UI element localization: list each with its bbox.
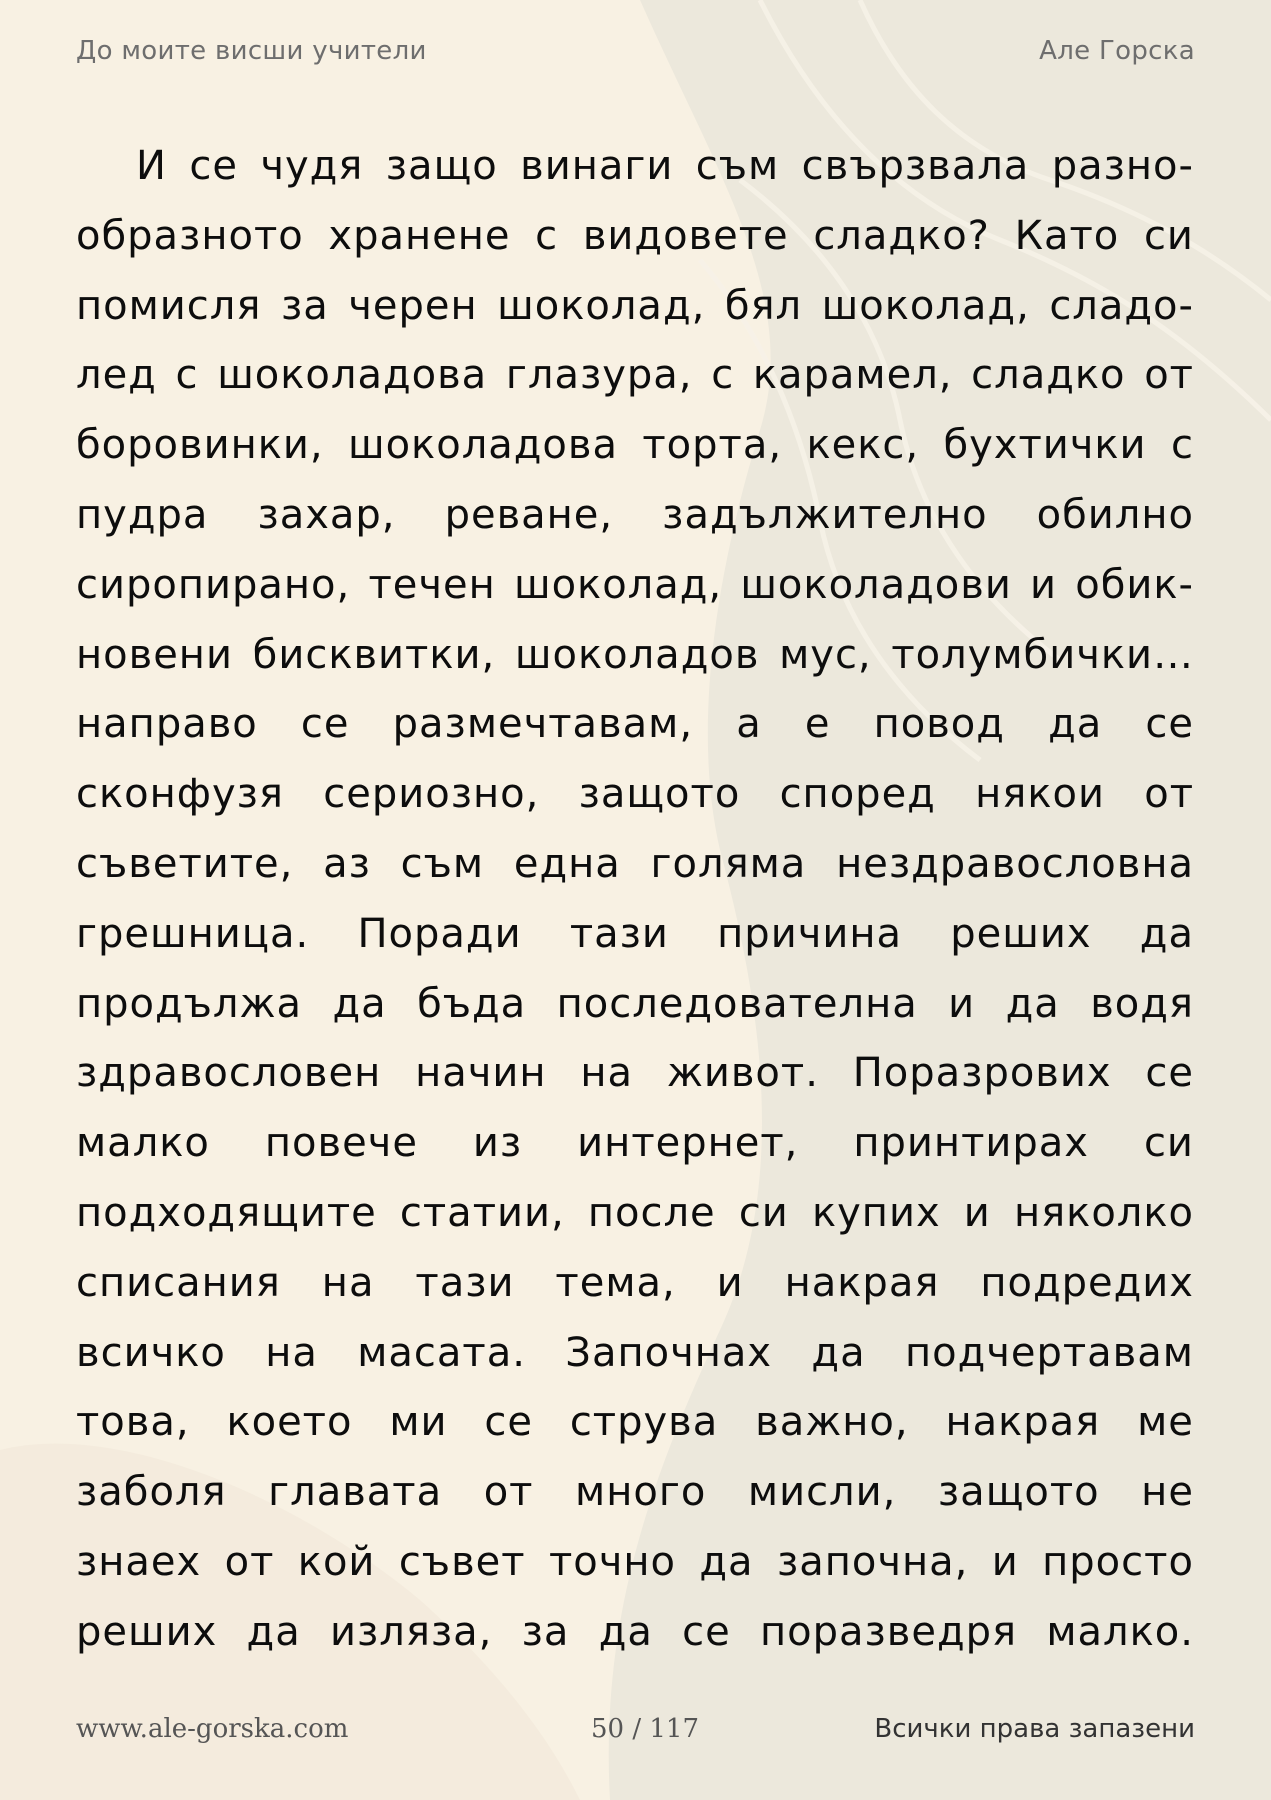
word: съм	[695, 143, 780, 189]
text-line	[76, 970, 1194, 1040]
word: защото	[937, 1469, 1100, 1516]
word: торта,	[642, 422, 783, 469]
word: няколко	[1013, 1189, 1194, 1236]
word: просто	[1042, 1538, 1194, 1585]
word: подчертавам	[904, 1329, 1194, 1376]
page-number: 50 / 117	[591, 1714, 699, 1744]
word: лед	[76, 352, 157, 399]
word: задължително	[662, 491, 988, 538]
word: на	[580, 1050, 633, 1097]
word: знаех	[76, 1538, 202, 1585]
word: съм	[400, 840, 485, 887]
word: точно	[548, 1538, 676, 1585]
word: с	[1170, 422, 1194, 469]
word: с	[535, 212, 559, 259]
word: грешница.	[76, 910, 310, 957]
word: се	[1145, 701, 1194, 748]
word: да	[811, 1329, 866, 1376]
word: и	[948, 980, 976, 1027]
word: продължа	[76, 980, 303, 1027]
word: бисквитки,	[252, 631, 496, 678]
word: мус,	[779, 631, 872, 678]
running-head-title: До моите висши учители	[76, 36, 427, 66]
word: Започнах	[565, 1329, 773, 1376]
word: си	[1143, 1120, 1194, 1167]
word: а	[736, 701, 762, 748]
word: видовете	[582, 212, 789, 259]
word: сладо-	[1049, 282, 1194, 329]
word: повод	[873, 701, 1005, 748]
word: защо	[385, 143, 498, 189]
word: главата	[268, 1469, 443, 1516]
word: новени	[76, 631, 233, 678]
word: помисля	[76, 282, 262, 329]
word: струва	[569, 1399, 719, 1446]
word: толумбички…	[891, 631, 1194, 678]
word: тема,	[555, 1259, 676, 1306]
word: накрая	[945, 1399, 1101, 1446]
word: купих	[811, 1189, 941, 1236]
text-line	[76, 900, 1194, 970]
word: черен	[348, 282, 478, 329]
text-line	[76, 551, 1194, 621]
word: това,	[76, 1399, 190, 1446]
word: ми	[389, 1399, 448, 1446]
word: размечтавам,	[392, 701, 694, 748]
word: изляза,	[329, 1608, 493, 1655]
word: поразведря	[760, 1608, 1018, 1655]
word: се	[189, 143, 238, 189]
word: сладко	[971, 352, 1126, 399]
word: глазура,	[505, 352, 693, 399]
word: Поради	[357, 910, 522, 957]
word: от	[483, 1469, 534, 1516]
word: сконфузя	[76, 771, 284, 818]
body-paragraph	[76, 132, 1194, 1668]
text-line	[76, 341, 1194, 411]
running-head-author: Але Горска	[1039, 36, 1195, 66]
word: из	[472, 1120, 523, 1167]
text-line	[76, 1458, 1194, 1528]
word: което	[226, 1399, 353, 1446]
word: ме	[1137, 1399, 1194, 1446]
word: шоколадова	[347, 422, 618, 469]
footer-website-link[interactable]: www.ale-gorska.com	[76, 1714, 349, 1744]
word: за	[280, 282, 329, 329]
text-line	[76, 202, 1194, 272]
word: принтирах	[853, 1120, 1089, 1167]
word: според	[779, 771, 936, 818]
word: водя	[1090, 980, 1194, 1027]
text-line	[76, 272, 1194, 342]
word: после	[587, 1189, 716, 1236]
word: пудра	[76, 491, 209, 538]
footer-rights: Всички права запазени	[874, 1714, 1195, 1744]
text-line	[76, 411, 1194, 481]
word: да	[246, 1608, 301, 1655]
word: статии,	[399, 1189, 565, 1236]
text-line	[76, 481, 1194, 551]
word: бъда	[417, 980, 527, 1027]
word: малко	[76, 1120, 210, 1167]
word: хранене	[328, 212, 511, 259]
word: важно,	[755, 1399, 909, 1446]
word: захар,	[257, 491, 396, 538]
word: с	[711, 352, 735, 399]
word: кекс,	[806, 422, 920, 469]
word: се	[300, 701, 350, 748]
word: списания	[76, 1259, 281, 1306]
word: е	[804, 701, 831, 748]
word: и	[991, 1538, 1019, 1585]
text-line	[76, 1598, 1194, 1668]
word: кой	[297, 1538, 376, 1585]
word: обилно	[1036, 491, 1194, 538]
word: мисли,	[747, 1469, 897, 1516]
word: малко.	[1046, 1608, 1194, 1655]
text-line	[76, 1179, 1194, 1249]
word: сиропирано,	[76, 561, 351, 608]
word: не	[1141, 1469, 1194, 1516]
word: шоколадови	[740, 561, 1012, 608]
word: живот.	[666, 1050, 819, 1097]
word: заболя	[76, 1469, 227, 1516]
word: причина	[717, 910, 902, 957]
word: се	[484, 1399, 533, 1446]
word: да	[332, 980, 387, 1027]
word: Като	[1014, 212, 1120, 259]
word: тази	[569, 910, 669, 957]
word: да	[1005, 980, 1060, 1027]
word: подредих	[980, 1259, 1194, 1306]
word: шоколадова	[217, 352, 488, 399]
word: карамел,	[752, 352, 953, 399]
word: от	[1144, 352, 1194, 399]
word: шоколад,	[497, 282, 706, 329]
word: течен	[368, 561, 496, 608]
word: много	[575, 1469, 707, 1516]
word: една	[513, 840, 621, 887]
word: на	[265, 1329, 318, 1376]
text-line	[76, 132, 1194, 202]
word: голяма	[650, 840, 807, 887]
word: за	[521, 1608, 570, 1655]
word: шоколадов	[514, 631, 760, 678]
word: всичко	[76, 1329, 226, 1376]
word: съветите,	[76, 840, 294, 887]
text-line	[76, 1249, 1194, 1319]
word: Поразрових	[852, 1050, 1112, 1097]
text-line	[76, 760, 1194, 830]
word: се	[682, 1608, 731, 1655]
word: започна,	[776, 1538, 969, 1585]
word: реване,	[444, 491, 614, 538]
word: боровинки,	[76, 422, 324, 469]
word: шоколад,	[821, 282, 1030, 329]
word: и	[1030, 561, 1058, 608]
text-line	[76, 830, 1194, 900]
text-line	[76, 1388, 1194, 1458]
word: сериозно,	[323, 771, 540, 818]
word: подходящите	[76, 1189, 377, 1236]
text-line	[76, 1319, 1194, 1389]
word: сладко?	[813, 212, 990, 259]
word: интернет,	[577, 1120, 799, 1167]
word: И	[136, 143, 167, 189]
word: се	[1145, 1050, 1194, 1097]
word: обик-	[1075, 561, 1194, 608]
word: нездравословна	[836, 840, 1194, 887]
word: да	[598, 1608, 653, 1655]
word: от	[224, 1538, 275, 1585]
word: от	[1144, 771, 1194, 818]
word: си	[1143, 212, 1194, 259]
word: бухтички	[943, 422, 1147, 469]
word: и	[963, 1189, 991, 1236]
text-line	[76, 621, 1194, 691]
word: шоколад,	[513, 561, 723, 608]
word: реших	[950, 910, 1092, 957]
word: съвет	[398, 1538, 526, 1585]
word: здравословен	[76, 1050, 382, 1097]
word: да	[699, 1538, 754, 1585]
word: някои	[975, 771, 1105, 818]
word: направо	[76, 701, 258, 748]
word: накрая	[784, 1259, 940, 1306]
word: тази	[415, 1259, 515, 1306]
word: реших	[76, 1608, 218, 1655]
word: и	[716, 1259, 744, 1306]
word: повече	[264, 1120, 418, 1167]
word: защото	[578, 771, 741, 818]
word: образното	[76, 212, 304, 259]
word: с	[175, 352, 199, 399]
word: си	[738, 1189, 789, 1236]
word: разно-	[1051, 143, 1194, 189]
word: винаги	[520, 143, 674, 189]
word: аз	[323, 840, 371, 887]
word: на	[321, 1259, 375, 1306]
word: бял	[724, 282, 803, 329]
text-line	[76, 1528, 1194, 1598]
word: да	[1048, 701, 1103, 748]
text-line	[76, 690, 1194, 760]
word: начин	[415, 1050, 547, 1097]
word: да	[1139, 910, 1194, 957]
word: последователна	[556, 980, 918, 1027]
text-line	[76, 1109, 1194, 1179]
word: чудя	[260, 143, 364, 189]
text-line	[76, 1039, 1194, 1109]
word: свързвала	[801, 143, 1030, 189]
word: масата.	[357, 1329, 526, 1376]
